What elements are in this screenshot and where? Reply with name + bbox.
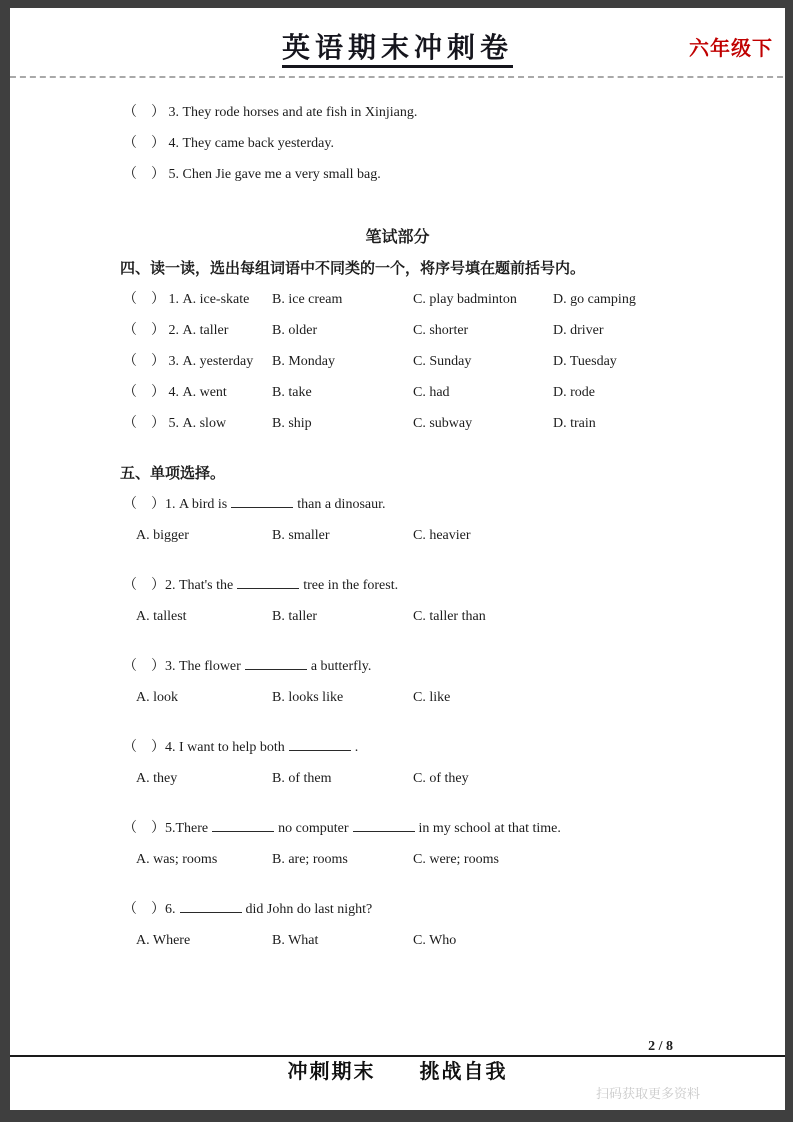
question-number: 2.: [168, 323, 179, 338]
answer-bracket: （ ）: [123, 385, 165, 400]
option-b: B. take: [272, 385, 312, 400]
question-block: [10, 658, 785, 707]
option-row: [10, 689, 785, 707]
option-c: C. play badminton: [413, 292, 517, 307]
listening-item: [10, 104, 785, 122]
blank-underline: [180, 901, 242, 913]
written-section-heading: 笔试部分: [365, 229, 430, 246]
stem-mid: no computer: [278, 821, 349, 836]
answer-bracket: （ ）: [123, 659, 165, 674]
stem-post: tree in the forest.: [303, 578, 399, 593]
word-row: [10, 384, 785, 402]
option-b: B. of them: [272, 771, 332, 786]
stem-pre: 2. That's the: [165, 578, 234, 593]
section4-title: 四、读一读，选出每组词语中不同类的一个，将序号填在题前括号内。: [120, 261, 586, 277]
exam-page: [10, 8, 785, 1110]
question-stem: [10, 496, 785, 514]
question-number: 1.: [168, 292, 179, 307]
blank-underline: [212, 820, 274, 832]
option-b: B. looks like: [272, 690, 344, 705]
blank-underline: [289, 739, 351, 751]
option-c: C. Sunday: [413, 354, 472, 369]
answer-bracket: （ ）: [123, 354, 165, 369]
answer-bracket: （ ）: [123, 821, 165, 836]
word-row: [10, 322, 785, 340]
question-stem: [10, 739, 785, 757]
answer-bracket: （ ）: [123, 136, 165, 151]
question-number: 5.: [168, 416, 179, 431]
page-number: 2 / 8: [648, 1039, 673, 1054]
option-a: A. they: [136, 771, 178, 786]
option-b: B. ice cream: [272, 292, 343, 307]
option-b: B. Monday: [272, 354, 335, 369]
option-a: A. slow: [182, 416, 227, 431]
option-a: A. tallest: [136, 609, 187, 624]
option-c: C. Who: [413, 933, 457, 948]
stem-post: a butterfly.: [310, 659, 372, 674]
question-block: [10, 820, 785, 869]
option-cell: [123, 322, 272, 340]
option-d: D. go camping: [553, 292, 636, 307]
option-cell: [123, 291, 272, 309]
question-stem: [10, 658, 785, 676]
section5-title: 五、单项选择。: [120, 466, 226, 482]
listening-item: [10, 166, 785, 184]
blank-underline: [237, 577, 299, 589]
page-title: 英语期末冲刺卷: [10, 26, 785, 66]
question-number: 3.: [168, 354, 179, 369]
option-b: B. older: [272, 323, 318, 338]
option-d: D. rode: [553, 385, 595, 400]
option-c: C. heavier: [413, 528, 471, 543]
page-footer: [10, 1030, 785, 1110]
option-cell: [123, 353, 272, 371]
stem-pre: 3. The flower: [165, 659, 241, 674]
question-stem: [10, 577, 785, 595]
option-a: A. was; rooms: [136, 852, 218, 867]
listening-item: [10, 135, 785, 153]
question-block: [10, 739, 785, 788]
stem-post: in my school at that time.: [418, 821, 561, 836]
option-b: B. taller: [272, 609, 318, 624]
option-c: C. were; rooms: [413, 852, 499, 867]
watermark-text: 扫码获取更多资料: [595, 1086, 700, 1101]
option-a: A. taller: [182, 323, 229, 338]
answer-bracket: （ ）: [123, 105, 165, 120]
option-c: C. taller than: [413, 609, 486, 624]
option-d: D. driver: [553, 323, 604, 338]
question-number: 4.: [168, 385, 179, 400]
option-b: B. ship: [272, 416, 312, 431]
blank-underline: [245, 658, 307, 670]
word-row: [10, 415, 785, 433]
stem-pre: 6.: [165, 902, 176, 917]
option-d: D. train: [553, 416, 596, 431]
option-row: [10, 527, 785, 545]
answer-bracket: （ ）: [123, 578, 165, 593]
option-row: [10, 851, 785, 869]
option-row: [10, 932, 785, 950]
word-row: [10, 291, 785, 309]
question-block: [10, 577, 785, 626]
listening-item-text: 5. Chen Jie gave me a very small bag.: [168, 167, 381, 182]
blank-underline: [353, 820, 415, 832]
stem-post: did John do last night?: [245, 902, 373, 917]
blank-underline: [231, 496, 293, 508]
page-header: [10, 8, 785, 78]
stem-post: than a dinosaur.: [297, 497, 386, 512]
answer-bracket: （ ）: [123, 740, 165, 755]
option-c: C. of they: [413, 771, 469, 786]
option-c: C. subway: [413, 416, 473, 431]
option-b: B. are; rooms: [272, 852, 348, 867]
option-c: C. like: [413, 690, 451, 705]
question-stem: [10, 820, 785, 838]
option-c: C. shorter: [413, 323, 469, 338]
option-a: A. ice-skate: [182, 292, 250, 307]
option-b: B. smaller: [272, 528, 330, 543]
grade-badge: 六年级下: [689, 38, 773, 60]
stem-pre: 5.There: [165, 821, 209, 836]
option-a: A. yesterday: [182, 354, 254, 369]
option-a: A. look: [136, 690, 178, 705]
answer-bracket: （ ）: [123, 167, 165, 182]
option-c: C. had: [413, 385, 450, 400]
listening-item-text: 4. They came back yesterday.: [168, 136, 334, 151]
answer-bracket: （ ）: [123, 416, 165, 431]
question-stem: [10, 901, 785, 919]
answer-bracket: （ ）: [123, 902, 165, 917]
stem-post: .: [354, 740, 359, 755]
answer-bracket: （ ）: [123, 292, 165, 307]
answer-bracket: （ ）: [123, 323, 165, 338]
question-block: [10, 496, 785, 545]
stem-pre: 1. A bird is: [165, 497, 228, 512]
option-d: D. Tuesday: [553, 354, 617, 369]
option-a: A. went: [182, 385, 227, 400]
option-row: [10, 770, 785, 788]
option-b: B. What: [272, 933, 319, 948]
question-block: [10, 901, 785, 950]
word-row: [10, 353, 785, 371]
stem-pre: 4. I want to help both: [165, 740, 285, 755]
option-a: A. bigger: [136, 528, 189, 543]
option-a: A. Where: [136, 933, 191, 948]
answer-bracket: （ ）: [123, 497, 165, 512]
listening-item-text: 3. They rode horses and ate fish in Xinjiang.: [168, 105, 418, 120]
exam-content: [10, 78, 785, 950]
dashed-separator: [10, 76, 785, 78]
option-row: [10, 608, 785, 626]
option-cell: [123, 384, 272, 402]
footer-slogan: 冲刺期末 挑战自我: [287, 1061, 508, 1083]
option-cell: [123, 415, 272, 433]
